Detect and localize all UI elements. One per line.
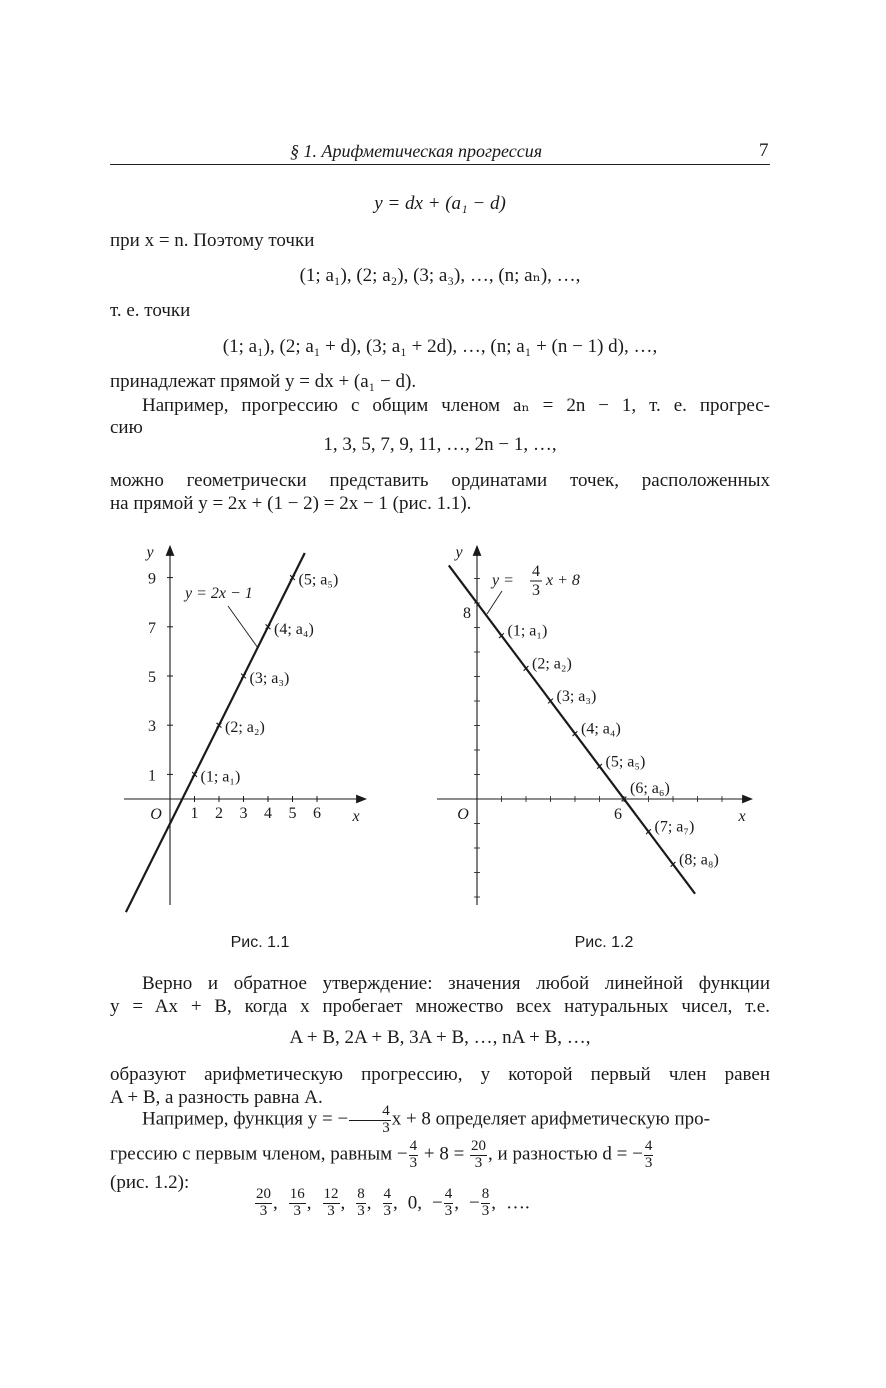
x-axis-label: x <box>352 808 360 825</box>
formula-ab-sequence: A + B, 2A + B, 3A + B, …, nA + B, …, <box>289 1027 591 1048</box>
fraction <box>481 1187 491 1220</box>
fraction <box>444 1187 454 1220</box>
formula-text: y = dx + (a₁ − d) <box>374 193 506 214</box>
sequence-term <box>408 1192 422 1213</box>
fraction-numerator: 20 <box>471 1138 487 1154</box>
text-fragment: x + 8 определяет арифметическую про- <box>391 1108 710 1130</box>
fraction-denominator: 3 <box>444 1202 453 1219</box>
paragraph-line: образуют арифметическую прогрессию, у которой первый член равен <box>110 1064 770 1085</box>
sequence-term <box>382 1186 398 1219</box>
point-label: (8; a₈) <box>679 851 719 869</box>
formula-odd-sequence: 1, 3, 5, 7, 9, 11, …, 2n − 1, …, <box>323 434 557 455</box>
point-label: (1; a₁) <box>200 768 241 786</box>
origin-label: O <box>457 806 469 823</box>
equation-suffix: x + 8 <box>546 572 580 589</box>
paragraph-line: Верно и обратное утверждение: значения любой линейной функции <box>142 973 770 994</box>
figure-caption: Рис. 1.2 <box>574 934 634 951</box>
formula-points-sequence: (1; a₁), (2; a₂), (3; a₃), …, (n; aₙ), …, <box>299 265 581 286</box>
paragraph-line: принадлежат прямой y = dx + (a₁ − d). <box>110 371 417 392</box>
y-tick-label: 1 <box>148 767 156 785</box>
fraction-numerator: 16 <box>289 1186 305 1202</box>
fraction <box>349 1104 391 1137</box>
point-label: (2; a₂) <box>532 655 572 673</box>
x-tick-label: 4 <box>264 805 272 822</box>
point-label: (1; a₁) <box>507 622 548 640</box>
origin-label: O <box>150 806 162 823</box>
term-comma: , <box>273 1192 278 1214</box>
y-tick-label: 8 <box>463 605 471 622</box>
figure-caption: Рис. 1.1 <box>230 934 290 951</box>
fraction-denominator: 3 <box>327 1202 335 1219</box>
sequence-term <box>288 1186 312 1219</box>
paragraph-line: т. е. точки <box>110 300 191 321</box>
fraction-denominator: 3 <box>293 1202 301 1219</box>
point-label: (5; a₅) <box>298 571 339 589</box>
fraction-numerator: 4 <box>444 1186 453 1202</box>
fraction <box>289 1187 306 1220</box>
final-fraction-sequence <box>254 1187 530 1220</box>
point-label: (6; a₆) <box>630 780 670 797</box>
fraction-numerator: 20 <box>256 1186 271 1202</box>
term-comma: , <box>366 1192 372 1214</box>
fraction-numerator: 12 <box>323 1186 339 1202</box>
term-comma: , <box>306 1192 312 1214</box>
paragraph-line: y = Ax + B, когда x пробегает множество всех натуральных чисел, т.е. <box>110 996 770 1017</box>
point-label: (3; a₃) <box>556 688 597 705</box>
term-comma: , <box>454 1192 459 1214</box>
term-sign: − <box>432 1192 443 1214</box>
text-fragment: грессию с первым членом, равным − <box>110 1143 408 1165</box>
x-tick-label: 5 <box>288 805 297 822</box>
paragraph-line: (рис. 1.2): <box>110 1172 190 1193</box>
figure-1-2 <box>437 544 752 951</box>
y-axis-label: y <box>455 544 463 561</box>
fraction-numerator: 4 <box>383 1186 391 1202</box>
fraction <box>409 1139 419 1172</box>
paragraph-line: при x = n. Поэтому точки <box>110 230 315 251</box>
fraction-numerator: 4 <box>409 1138 418 1154</box>
fraction <box>255 1187 272 1220</box>
x-tick-label: 6 <box>313 805 321 822</box>
term-comma: , <box>340 1192 346 1214</box>
equation-numerator: 4 <box>532 563 540 580</box>
fraction <box>383 1187 393 1220</box>
equation-label: y = 2x − 1 <box>185 585 253 602</box>
fraction-numerator: 4 <box>644 1138 653 1154</box>
fraction-denominator: 3 <box>382 1119 390 1136</box>
term-comma: , <box>393 1192 398 1214</box>
fraction-denominator: 3 <box>259 1202 268 1219</box>
function-line <box>449 565 695 893</box>
paragraph-line: можно геометрически представить ординатами точек, расположенных <box>110 470 770 491</box>
equation-leader <box>487 591 502 614</box>
sequence-ellipsis: …. <box>505 1192 530 1214</box>
fraction <box>644 1139 654 1172</box>
term-sign: − <box>468 1192 480 1214</box>
text-fragment: , и разностью d = − <box>488 1143 643 1165</box>
x-tick-label: 2 <box>215 805 223 822</box>
equation-leader <box>228 606 258 648</box>
point-label: (4; a₄) <box>581 720 621 738</box>
fraction <box>323 1187 340 1220</box>
x-tick-label: 3 <box>239 805 248 822</box>
text-fragment: Например, функция y = − <box>142 1108 349 1130</box>
text-fragment: + 8 = <box>423 1143 465 1165</box>
figure-1-1 <box>124 544 366 951</box>
y-tick-label: 3 <box>148 718 156 736</box>
paragraph-line: A + B, а разность равна A. <box>110 1087 323 1108</box>
point-label: (5; a₅) <box>605 753 646 771</box>
fraction-numerator: 8 <box>481 1186 490 1202</box>
sequence-term <box>254 1186 278 1219</box>
x-tick-label: 6 <box>614 806 622 823</box>
fraction-denominator: 3 <box>409 1154 418 1171</box>
paragraph-line-with-fraction <box>110 1139 770 1172</box>
sequence-term <box>432 1186 459 1219</box>
term-text: 0, <box>407 1192 422 1214</box>
fraction-denominator: 3 <box>383 1202 391 1219</box>
sequence-term <box>322 1186 346 1219</box>
point-label: (2; a₂) <box>225 719 265 737</box>
fraction-numerator: 4 <box>349 1104 391 1121</box>
sequence-term <box>355 1186 372 1219</box>
running-header-title: § 1. Арифметическая прогрессия <box>290 141 543 161</box>
y-tick-label: 9 <box>148 570 156 588</box>
point-label: (4; a₄) <box>274 620 314 638</box>
equation-prefix: y = <box>492 572 514 589</box>
x-axis-label: x <box>738 808 746 825</box>
fraction-denominator: 3 <box>481 1202 490 1219</box>
paragraph-line: Например, прогрессию с общим членом aₙ = 2n − 1, т. е. прогрес- <box>142 395 770 416</box>
paragraph-line-with-fraction <box>110 1104 770 1137</box>
y-tick-label: 7 <box>148 619 156 637</box>
fraction-denominator: 3 <box>474 1154 483 1171</box>
fraction-denominator: 3 <box>357 1202 365 1219</box>
fraction-numerator: 8 <box>357 1186 365 1202</box>
x-tick-label: 1 <box>190 805 199 822</box>
equation-denominator: 3 <box>532 582 540 599</box>
term-comma: , <box>491 1192 496 1214</box>
y-axis-label: y <box>146 544 154 561</box>
sequence-term <box>468 1186 496 1219</box>
y-tick-label: 5 <box>148 669 156 686</box>
fraction <box>470 1139 487 1172</box>
paragraph-line: сию <box>110 417 143 438</box>
formula-points-sequence-2: (1; a₁), (2; a₁ + d), (3; a₁ + 2d), …, (n; a₁ + (n − 1) d), …, <box>222 336 658 357</box>
fraction-denominator: 3 <box>644 1154 653 1171</box>
fraction <box>356 1187 366 1220</box>
page-number: 7 <box>759 140 769 161</box>
point-label: (3; a₃) <box>249 670 290 687</box>
point-label: (7; a₇) <box>654 818 695 836</box>
paragraph-line: на прямой y = 2x + (1 − 2) = 2x − 1 (рис. 1.1). <box>110 493 472 514</box>
